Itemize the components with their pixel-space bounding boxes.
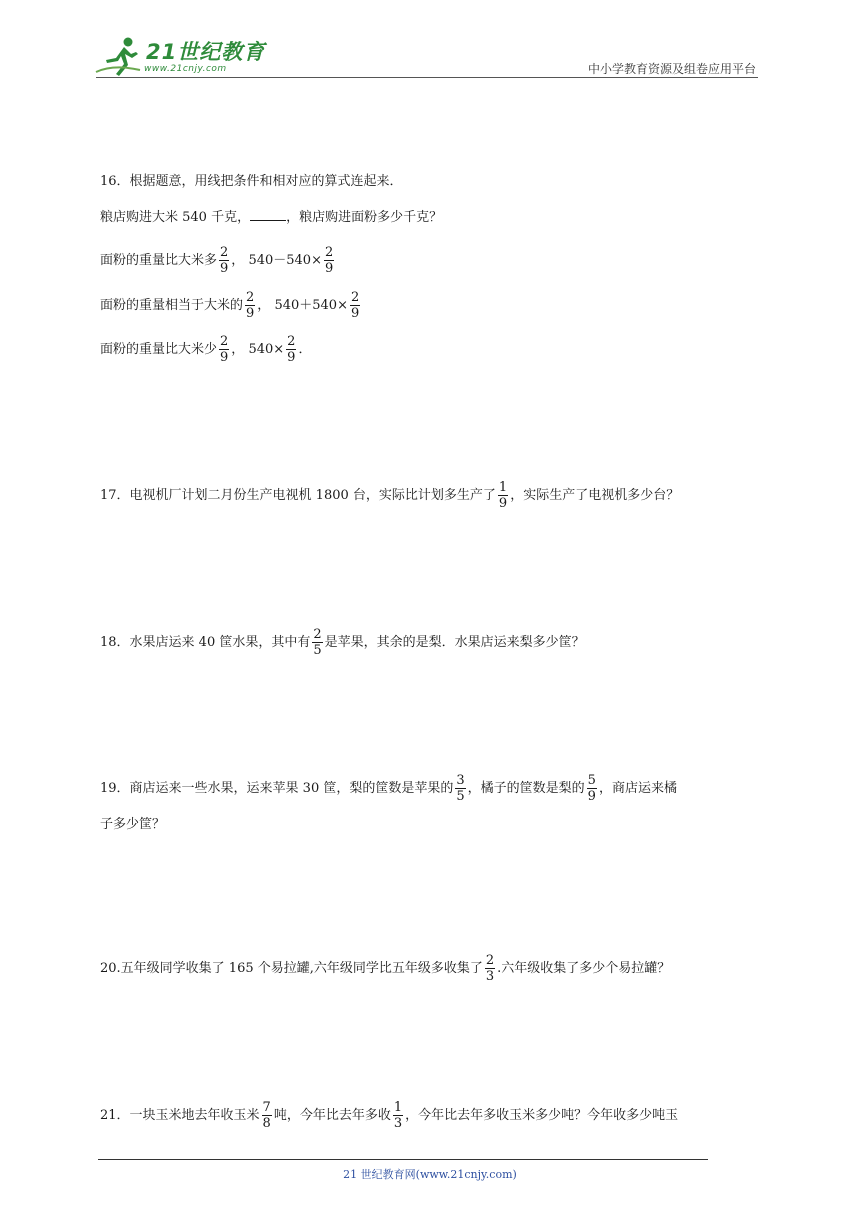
q17-part-a: 17．电视机厂计划二月份生产电视机 1800 台，实际比计划多生产了 — [100, 488, 496, 503]
condition-text: 面粉的重量相当于大米的 — [100, 298, 244, 313]
q16-row-1 — [100, 245, 336, 276]
fraction: $\frac{2}{9}$ — [220, 245, 229, 276]
q21-part-a: 21．一块玉米地去年收玉米 — [100, 1108, 260, 1123]
q16-row-3 — [100, 334, 311, 365]
q18-text — [100, 627, 585, 658]
condition-text: 面粉的重量比大米多 — [100, 253, 218, 268]
q19-text — [100, 773, 677, 804]
q16-stem-a: 粮店购进大米 540 千克， — [100, 210, 251, 225]
expression: 540× — [248, 342, 285, 357]
answer-blank[interactable] — [250, 206, 286, 221]
q21-part-b: 吨，今年比去年多收 — [273, 1108, 391, 1123]
fraction: $\frac{2}{5}$ — [313, 627, 322, 658]
q16-row-2 — [100, 290, 362, 321]
fraction: $\frac{1}{9}$ — [498, 480, 508, 511]
separator: ， — [231, 253, 245, 268]
header-divider — [96, 77, 758, 78]
platform-name: 中小学教育资源及组卷应用平台 — [587, 62, 756, 76]
logo-text: 21世纪教育 — [146, 40, 266, 64]
q20-part-a: 20.五年级同学收集了 165 个易拉罐,六年级同学比五年级多收集了 — [100, 961, 483, 976]
footer-divider — [98, 1159, 708, 1160]
fraction: $\frac{2}{9}$ — [220, 334, 229, 365]
separator: ， — [231, 342, 245, 357]
fraction: $\frac{5}{9}$ — [587, 773, 596, 804]
expression: 540＋540× — [274, 298, 348, 313]
fraction: $\frac{1}{3}$ — [393, 1100, 403, 1131]
fraction: $\frac{2}{9}$ — [287, 334, 296, 365]
q18-part-a: 18．水果店运来 40 筐水果，其中有 — [100, 635, 311, 650]
condition-text: 面粉的重量比大米少 — [100, 342, 218, 357]
q19-line-2: 子多少筐？ — [100, 817, 166, 832]
expression: 540－540× — [248, 253, 322, 268]
fraction: $\frac{2}{9}$ — [246, 290, 255, 321]
q18-part-b: 是苹果，其余的是梨．水果店运来梨多少筐？ — [324, 635, 585, 650]
site-logo — [94, 34, 264, 78]
q16-stem-b: ，粮店购进面粉多少千克？ — [286, 210, 443, 225]
logo-url: www.21cnjy.com — [144, 64, 227, 74]
fraction: $\frac{2}{3}$ — [485, 953, 495, 984]
fraction: $\frac{2}{9}$ — [350, 290, 360, 321]
q19-part-c: ，商店运来橘 — [598, 781, 677, 796]
runner-logo-icon — [94, 34, 144, 78]
q17-text — [100, 480, 679, 511]
period: ． — [298, 342, 312, 357]
q21-text — [100, 1100, 678, 1131]
footer-link[interactable]: 21 世纪教育网(www.21cnjy.com) — [343, 1168, 517, 1181]
q20-text — [100, 953, 670, 984]
q19-part-b: ，橘子的筐数是梨的 — [467, 781, 585, 796]
fraction: $\frac{7}{8}$ — [262, 1100, 271, 1131]
q16-title: 16．根据题意，用线把条件和相对应的算式连起来． — [100, 174, 403, 189]
separator: ， — [257, 298, 271, 313]
q20-part-b: .六年级收集了多少个易拉罐？ — [497, 961, 671, 976]
fraction: $\frac{3}{5}$ — [456, 773, 465, 804]
q19-part-a: 19．商店运来一些水果，运来苹果 30 筐，梨的筐数是苹果的 — [100, 781, 454, 796]
fraction: $\frac{2}{9}$ — [324, 245, 334, 276]
q21-part-c: ，今年比去年多收玉米多少吨？今年收多少吨玉 — [405, 1108, 679, 1123]
q17-part-b: ，实际生产了电视机多少台？ — [510, 488, 680, 503]
q16-stem — [100, 206, 442, 228]
